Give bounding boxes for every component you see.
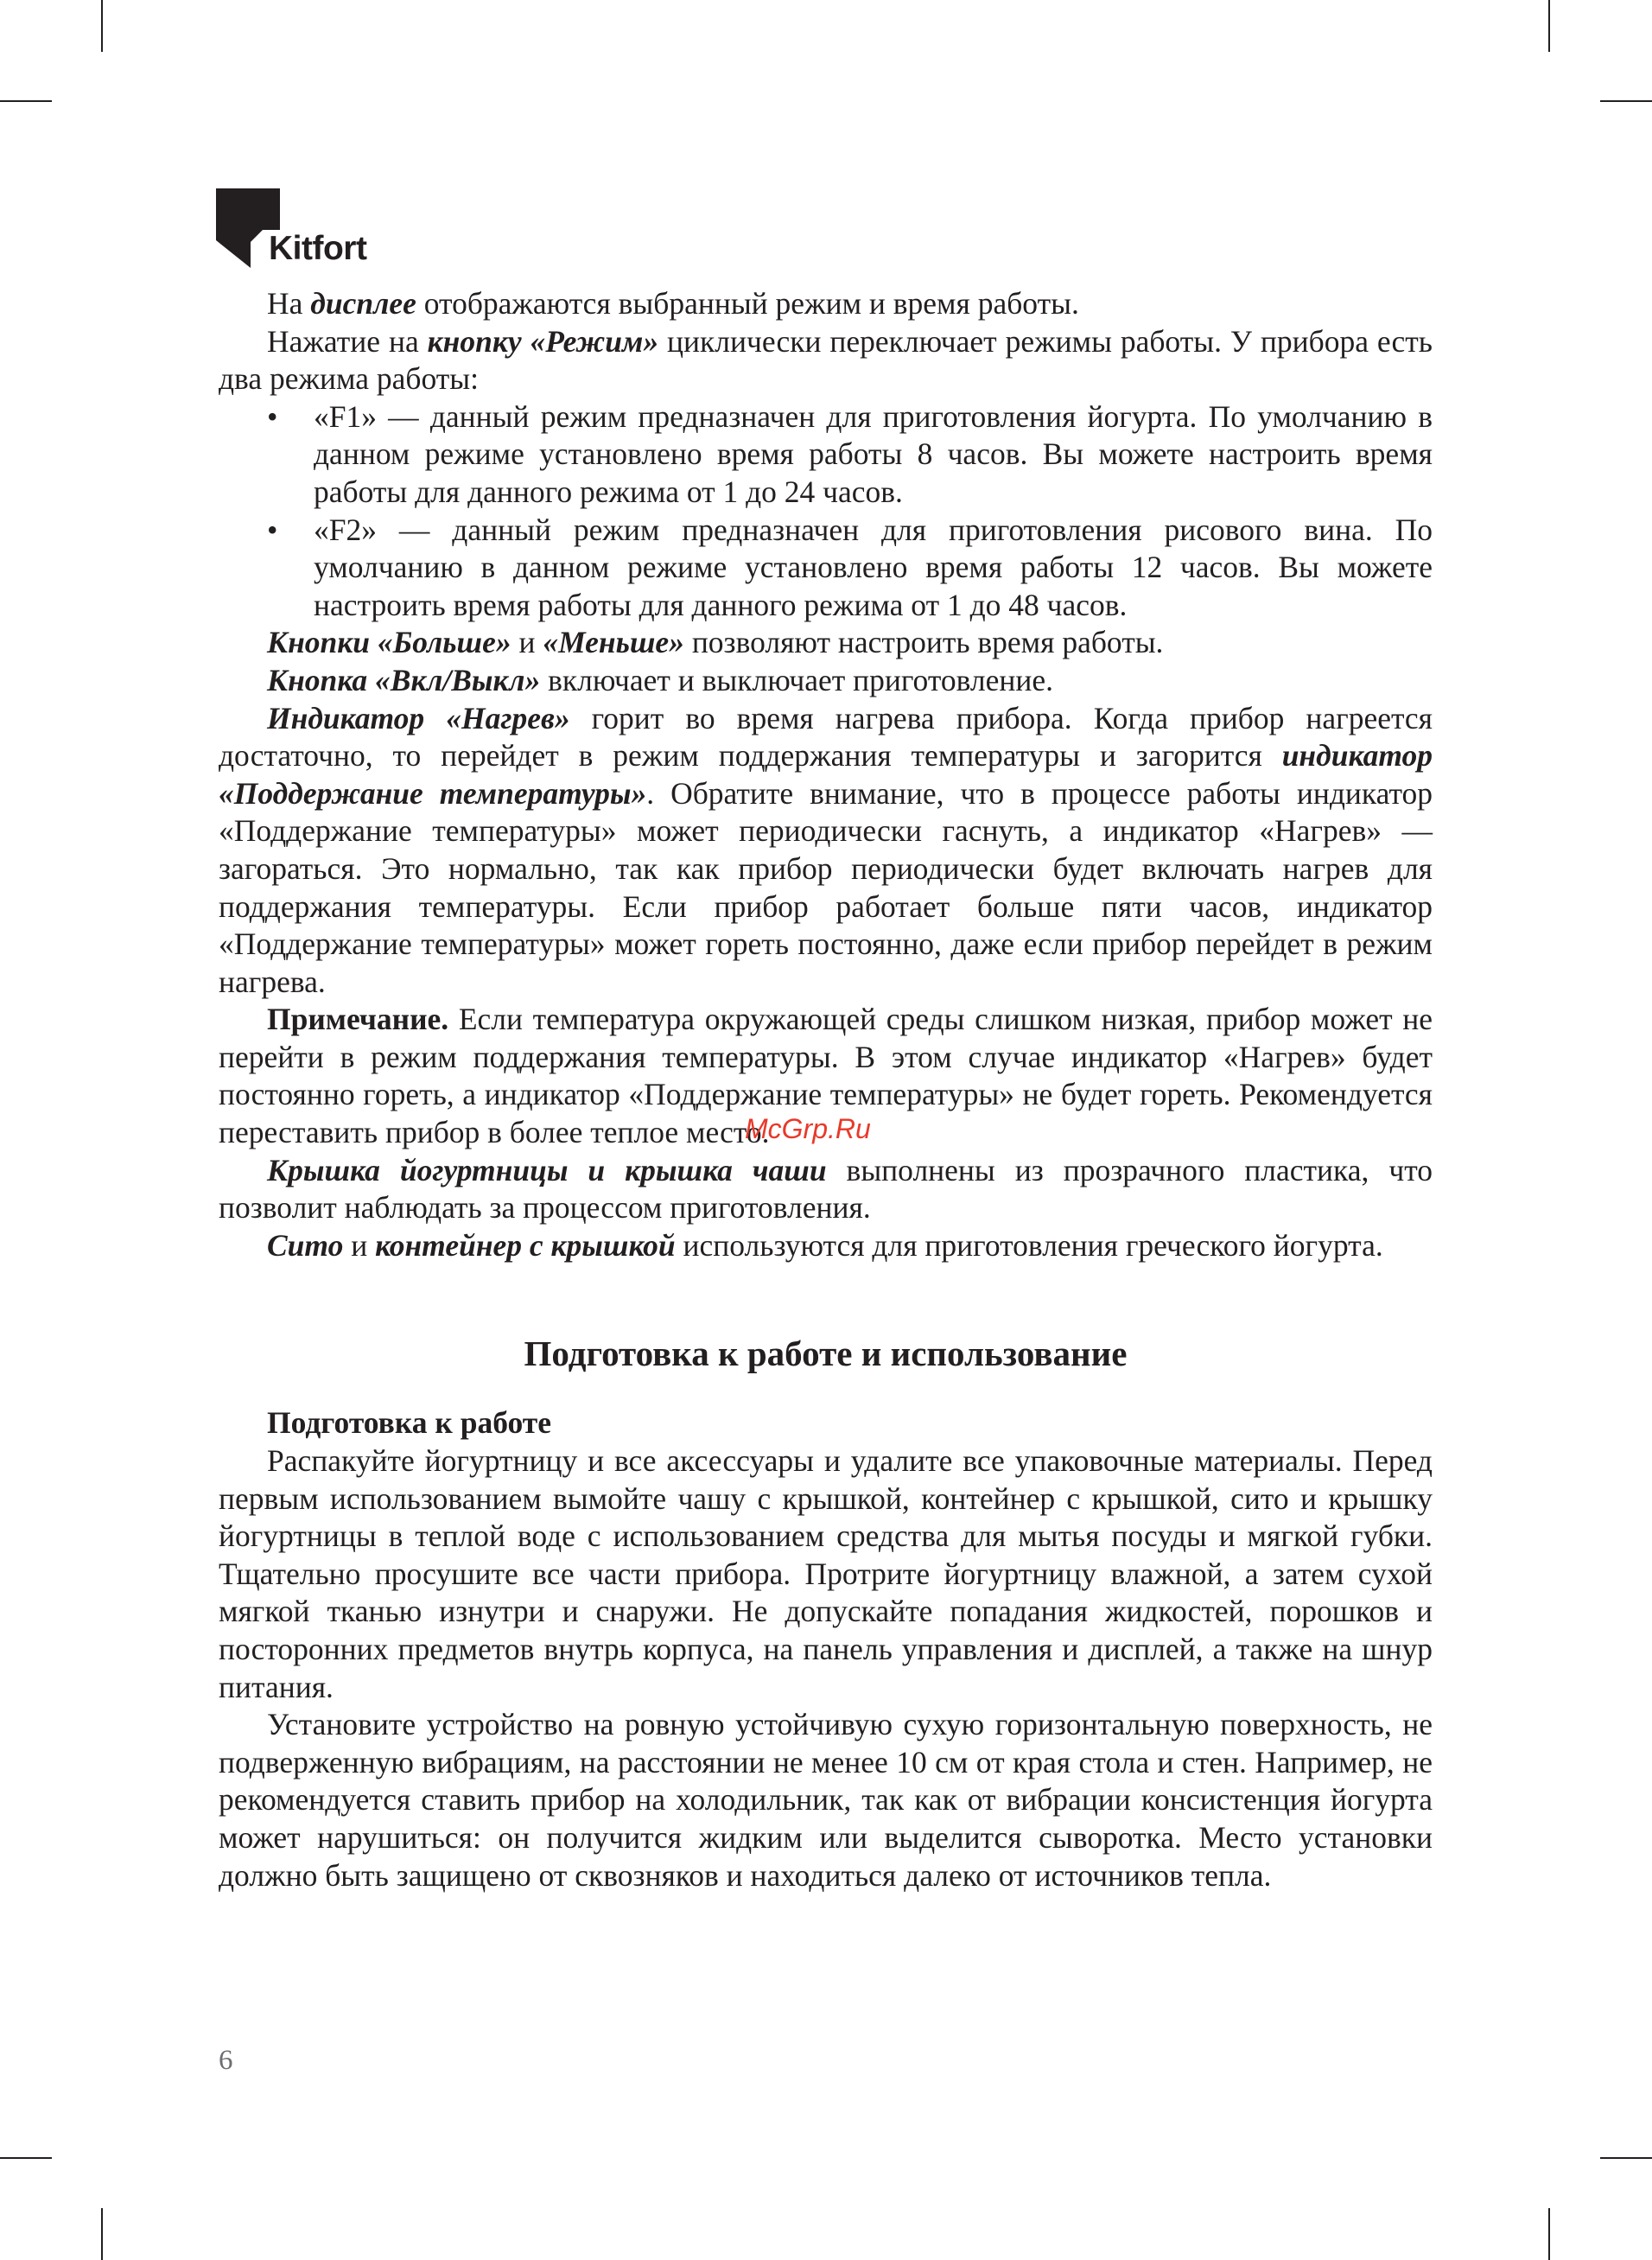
list-item (219, 512, 1433, 625)
term-keep-temp-indicator: индикатор «Поддержание температуры» (219, 738, 1433, 811)
text: горит во время нагрева прибора. Когда прибор нагреется достаточно, то перейдет в режим поддержания температуры и загорится (219, 700, 1433, 773)
term-container: контейнер с крышкой (375, 1227, 676, 1263)
term-more-button: Кнопки «Больше» (267, 625, 511, 660)
text: Если температура окружающей среды слишком низкая, прибор может не перейти в режим поддержания температуры. В этом случае индикатор «Нагрев» будет постоянно гореть, а индикатор «Поддержание температуры» не будет гореть. Рекомендуется переставить прибор в более теплое место. (219, 1002, 1433, 1150)
crop-mark-bottom-left (101, 2208, 103, 2260)
modes-list (219, 398, 1433, 625)
term-lids: Крышка йогуртницы и крышка чаши (267, 1152, 827, 1187)
term-less-button: «Меньше» (543, 625, 684, 660)
watermark: McGrp.Ru (745, 1113, 871, 1144)
paragraph-heat-indicator (219, 700, 1433, 1002)
paragraph-unpacking: Распакуйте йогуртницу и все аксессуары и удалите все упаковочные материалы. Перед первым использованием вымойте чашу с крышкой, контейнер с крышкой, сито и крышку йогуртницы в теплой воде с использованием средства для мытья посуды и мягкой губки. Тщательно просушите все части прибора. Протрите йогуртницу влажной, а затем сухой мягкой тканью изнутри и снаружи. Не допускайте попадания жидкостей, порошков и посторонних предметов внутрь корпуса, на панель управления и дисплей, а также на шнур питания. (219, 1443, 1433, 1704)
text: выполнены из прозрачного пластика, что позволит наблюдать за процессом приготовления. (219, 1152, 1433, 1225)
term-heat-indicator: Индикатор «Нагрев» (267, 700, 570, 735)
paragraph-lids (219, 1152, 1433, 1227)
paragraph-display (219, 285, 1433, 323)
paragraph-mode-button (219, 323, 1433, 398)
page-content (219, 285, 1433, 1894)
crop-mark-top-left (101, 0, 103, 52)
text: циклически переключает режимы работы. У прибора есть два режима работы: (219, 323, 1433, 397)
text: используются для приготовления греческого йогурта. (675, 1227, 1383, 1263)
term-display: дисплее (310, 286, 416, 321)
text: Нажатие на (267, 323, 428, 359)
list-item (219, 398, 1433, 512)
paragraph-installation: Установите устройство на ровную устойчивую сухую горизонтальную поверхность, не подверженную вибрациям, на расстоянии не менее 10 см от края стола и стен. Например, не рекомендуется ставить прибор на холодильник, так как от вибрации консистенция йогурта может нарушиться: он получится жидким или выделится сыворотка. Место установки должно быть защищено от сквозняков и находиться далеко от источников тепла. (219, 1707, 1433, 1893)
text: На (267, 286, 311, 321)
term-mode-button: кнопку «Режим» (427, 323, 659, 359)
page-number: 6 (219, 2045, 233, 2076)
text: отображаются выбранный режим и время работы. (416, 286, 1079, 321)
crop-mark-bottom-left-h (0, 2157, 52, 2159)
bullet-icon: • (267, 512, 278, 547)
text: и (343, 1227, 376, 1263)
list-item-text: «F1» — данный режим предназначен для приготовления йогурта. По умолчанию в данном режиме установлено время работы 8 часов. Вы можете настроить время работы для данного режима от 1 до 24 часов. (314, 398, 1433, 509)
crop-mark-bottom-right (1548, 2208, 1550, 2260)
subsection-title: Подготовка к работе (267, 1405, 551, 1441)
section-title: Подготовка к работе и использование (524, 1334, 1128, 1374)
crop-mark-top-right-h (1600, 100, 1652, 102)
bullet-icon: • (267, 398, 278, 434)
text: и (511, 625, 543, 660)
term-power-button: Кнопка «Вкл/Выкл» (267, 662, 541, 697)
crop-mark-top-left-h (0, 100, 52, 102)
paragraph-power-button (219, 662, 1433, 700)
text: позволяют настроить время работы. (683, 625, 1164, 660)
list-item-text: «F2» — данный режим предназначен для приготовления рисового вина. По умолчанию в данном режиме установлено время работы 12 часов. Вы можете настроить время работы для данного режима от 1 до 48 часов. (314, 512, 1433, 622)
crop-mark-top-right (1548, 0, 1550, 52)
brand-name: Kitfort (269, 230, 367, 267)
paragraph-more-less-buttons (219, 624, 1433, 662)
term-sieve: Сито (267, 1227, 344, 1263)
text: включает и выключает приготовление. (540, 662, 1054, 697)
text: . Обратите внимание, что в процессе работы индикатор «Поддержание температуры» может периодически гаснуть, а индикатор «Нагрев» — загораться. Это нормально, так как прибор периодически будет включать нагрев для поддержания температуры. Если прибор работает больше пяти часов, индикатор «Поддержание температуры» может гореть постоянно, даже если прибор перейдет в режим нагрева. (219, 775, 1433, 999)
paragraph-sieve-container (219, 1227, 1433, 1265)
note-label: Примечание. (267, 1002, 449, 1037)
crop-mark-bottom-right-h (1600, 2157, 1652, 2159)
